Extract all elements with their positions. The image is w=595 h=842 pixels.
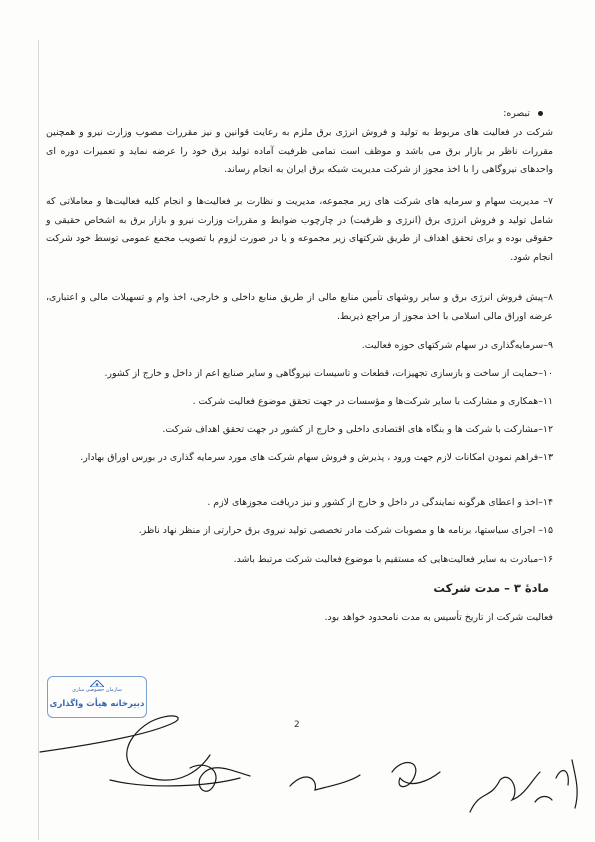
paragraph-14: ۱۴–اخذ و اعطای هرگونه نمایندگی در داخل و خارج از کشور و نیز دریافت مجوزهای لازم . (207, 497, 553, 508)
stamp-org: سازمان خصوصی سازی (72, 687, 122, 693)
paragraph-16: ۱۶–مبادرت به سایر فعالیت‌هایی که مستقیم با موضوع فعالیت شرکت مرتبط باشد. (233, 554, 553, 565)
paragraph-12: ۱۲–مشارکت با شرکت ها و بنگاه های اقتصادی داخلی و خارج از کشور در جهت تحقق اهداف شرکت. (162, 424, 553, 435)
signature-1 (40, 716, 240, 786)
section-body: فعالیت شرکت از تاریخ تأسیس به مدت نامحدود خواهد بود. (324, 612, 553, 623)
paragraph-10: ۱۰–حمایت از ساخت و بازسازی تجهیزات، قطعات و تاسیسات نیروگاهی و سایر صنایع اعم از داخل و خارج از کشور. (104, 368, 553, 379)
signature-5 (470, 772, 552, 812)
signature-2 (190, 765, 250, 791)
signature-3 (290, 775, 360, 790)
paragraph-7: ۷– مدیریت سهام و سرمایه های شرکت های زیر مجموعه، مدیریت و نظارت بر فعالیت‌ها و انجام کلیه فعالیت‌ها و معاملاتی که شامل تولید و فروش انرژی برق (انرژی و ظرفیت) در چارچوب ضوابط و مقررات وزارت نیرو و بازار برق به اشخاص حقیقی و حقوقی بوده و برای تحقق اهداف از طریق شرکتهای زیر مجموعه و یا در صورت لزوم با تصویب مجمع عمومی توسط خود شرکت انجام شود. (46, 196, 553, 263)
paragraph-15: ۱۵– اجرای سیاستها، برنامه ها و مصوبات شرکت مادر تخصصی تولید نیروی برق حرارتی از منظر نهاد ناظر. (138, 525, 553, 536)
signature-4 (392, 763, 440, 787)
paragraph-11: ۱۱–همکاری و مشارکت با سایر شرکت‌ها و مؤسسات در جهت تحقق موضوع فعالیت شرکت . (192, 396, 553, 407)
paragraph-9: ۹–سرمایه‌گذاری در سهام شرکتهای حوزه فعالیت. (361, 340, 553, 351)
stamp-name: دبیرخانه هیأت واگذاری (49, 699, 145, 709)
note-label: تبصره: (503, 108, 530, 119)
paragraph-note: شرکت در فعالیت های مربوط به تولید و فروش انرژی برق ملزم به رعایت قوانین و نیز مقررات مصوب وزارت نیرو و همچنین مقررات ناظر بر بازار برق می باشد و موظف است تمامی ظرفیت آماده تولید برق خود را عرضه نماید و تعمیرات دوره ای واحدهای نیروگاهی را با اخذ مجوز از شرکت مدیریت شبکه برق ایران به انجام رساند. (46, 127, 553, 176)
signature-6 (556, 760, 577, 808)
paragraph-8: ۸–پیش فروش انرژی برق و سایر روشهای تأمین منابع مالی از طریق منابع داخلی و خارجی، اخذ وام و تسهیلات مالی و اعتباری، عرضه اوراق مالی اسلامی با اخذ مجوز از مراجع ذیربط. (46, 292, 553, 322)
paragraph-13: ۱۳–فراهم نمودن امکانات لازم جهت ورود ، پذیرش و فروش سهام شرکت های مورد سرمایه گذاری در بورس اوراق بهادار. (80, 452, 553, 463)
section-heading: مادهٔ ۳ – مدت شرکت (433, 581, 549, 595)
page-number: 2 (294, 720, 300, 730)
